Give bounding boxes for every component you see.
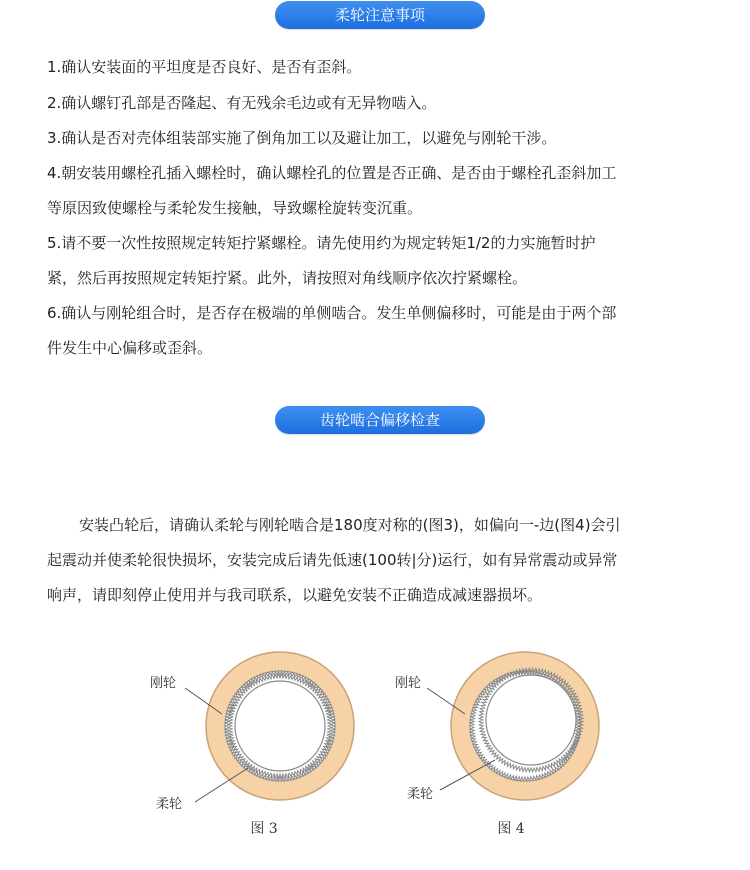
label-flex: 柔轮 (407, 787, 434, 802)
label-rigid: 刚轮 (395, 676, 422, 691)
note-item-2: 2.确认螺钉孔部是否隆起、有无残余毛边或有无异物啮入。 (47, 94, 437, 112)
paragraph-line-3: 响声，请即刻停止使用并与我司联系，以避免安装不正确造成减速器损坏。 (47, 586, 543, 604)
figure-4 (395, 630, 625, 850)
figure-3 (150, 630, 380, 850)
figure-3-diagram (150, 630, 380, 815)
note-item-5-cont: 紧，然后再按照规定转矩拧紧。此外，请按照对角线顺序依次拧紧螺栓。 (47, 269, 528, 287)
note-item-6-cont: 件发生中心偏移或歪斜。 (47, 339, 213, 357)
flex-inner (486, 675, 576, 765)
flex-inner (235, 681, 325, 771)
paragraph-line-1: 安装凸轮后，请确认柔轮与刚轮啮合是180度对称的(图3)，如偏向一-边(图4)会引 (79, 516, 621, 534)
label-flex: 柔轮 (156, 797, 183, 812)
note-item-1: 1.确认安装面的平坦度是否良好、是否有歪斜。 (47, 58, 362, 76)
note-item-3: 3.确认是否对壳体组装部实施了倒角加工以及避让加工，以避免与刚轮干涉。 (47, 129, 557, 147)
section-title-mesh-check: 齿轮啮合偏移检查 (275, 406, 485, 434)
note-item-6: 6.确认与刚轮组合时，是否存在极端的单侧啮合。发生单侧偏移时，可能是由于两个部 (47, 304, 617, 322)
mesh-check-paragraph (47, 508, 707, 613)
figure-caption: 图 3 (250, 821, 278, 837)
note-item-4: 4.朝安装用螺栓孔插入螺栓时，确认螺栓孔的位置是否正确、是否由于螺栓孔歪斜加工 (47, 164, 617, 182)
label-rigid: 刚轮 (150, 676, 177, 691)
paragraph-line-2: 起震动并使柔轮很快损坏，安装完成后请先低速(100转|分)运行，如有异常震动或异常 (47, 551, 618, 569)
note-item-4-cont: 等原因致使螺栓与柔轮发生接触，导致螺栓旋转变沉重。 (47, 199, 423, 217)
note-item-5: 5.请不要一次性按照规定转矩拧紧螺栓。请先使用约为规定转矩1/2的力实施暂时护 (47, 234, 596, 252)
section-title-flexspline-notes: 柔轮注意事项 (275, 1, 485, 29)
figure-caption: 图 4 (497, 821, 525, 837)
